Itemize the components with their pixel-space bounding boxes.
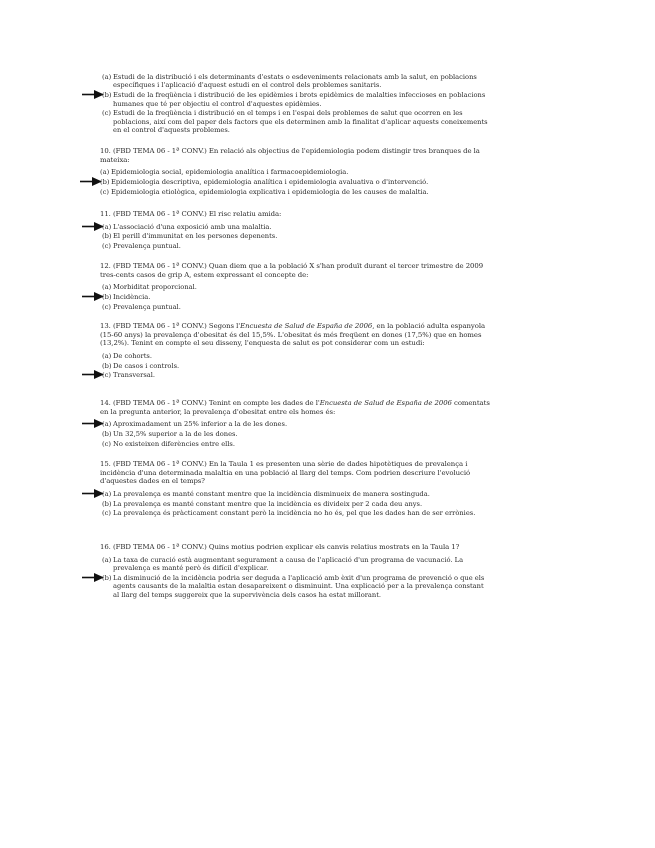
q11-option-a: (a) L'associació d'una exposició amb una malaltia. bbox=[113, 223, 488, 231]
q14-option-a: (a) Aproximadament un 25% inferior a la de les dones. bbox=[113, 420, 488, 428]
q14-option-c: (c) No existeixen diferències entre ells. bbox=[102, 439, 235, 448]
q16-text: 16. (FBD TEMA 06 - 1ª CONV.) Quins motius podrien explicar els canvis relatius mostrats en la Taula 1? bbox=[100, 543, 460, 551]
question-16 bbox=[100, 543, 490, 600]
answer-arrow-icon bbox=[82, 418, 104, 429]
q12-option-c: (c) Prevalença puntual. bbox=[102, 302, 181, 311]
q11-option-b: (b) El perill d'immunitat en les persones depenents. bbox=[102, 232, 278, 241]
q15-option-c: (c) La prevalença és pràcticament constant però la incidència no ho és, pel que les dades han de ser errònies. bbox=[102, 509, 476, 518]
question-15 bbox=[100, 460, 490, 519]
answer-arrow-icon bbox=[82, 369, 104, 380]
question-11 bbox=[100, 210, 490, 252]
question-9 bbox=[100, 73, 490, 136]
q9-option-b: (b) Estudi de la freqüència i distribució de les epidèmies i brots epidèmics de malalties infeccioses en poblacions humanes que té per objectiu el control d'aquestes epidèmies. bbox=[113, 91, 488, 108]
q16-option-b: (b) La disminució de la incidència podria ser deguda a l'aplicació amb èxit d'un programa de prevenció o que els agents causants de la malaltia estan desapareixent o disminuint. Una explicació per a la prevalença constant al llarg del temps suggereix que la supervivència dels casos ha estat millorant. bbox=[113, 574, 488, 599]
question-10 bbox=[100, 147, 490, 198]
question-12 bbox=[100, 262, 490, 313]
question-13 bbox=[100, 322, 490, 381]
q9-option-c: (c) Estudi de la freqüència i distribució en el temps i en l'espai dels problemes de salut que ocorren en les poblacions, així com del paper dels factors que els determinen amb la finalitat d'aplicar aquests coneixements en el control d'aquests problemes. bbox=[102, 109, 488, 135]
answer-arrow-icon bbox=[82, 572, 104, 583]
answer-arrow-icon bbox=[82, 291, 104, 302]
q10-option-b: (b) Epidemiologia descriptiva, epidemiologia analítica i epidemiologia avaluativa o d'intervenció. bbox=[111, 178, 491, 186]
q14-text: 14. (FBD TEMA 06 - 1ª CONV.) Tenint en compte les dades de l'Encuesta de Salud de España de 2006 comentats en la pregunta anterior, la prevalença d'obesitat entre els homes és: bbox=[100, 399, 490, 416]
q12-option-b: (b) Incidència. bbox=[113, 293, 488, 301]
q10-option-a: (a) Epidemiologia social, epidemiologia analítica i farmacoepidemiologia. bbox=[100, 168, 349, 177]
q12-text: 12. (FBD TEMA 06 - 1ª CONV.) Quan diem que a la població X s'han produït durant el tercer trimestre de 2009 tres-cents casos de grip A, estem expressant el concepte de: bbox=[100, 262, 484, 279]
question-14 bbox=[100, 399, 490, 450]
q15-option-b: (b) La prevalença es manté constant mentre que la incidència es divideix per 2 cada deu anys. bbox=[102, 499, 423, 508]
q11-option-c: (c) Prevalença puntual. bbox=[102, 242, 181, 251]
q16-option-a: (a) La taxa de curació està augmentant segurament a causa de l'aplicació d'un programa de vacunació. La prevalença es manté però és difícil d'explicar. bbox=[102, 555, 464, 572]
q11-text: 11. (FBD TEMA 06 - 1ª CONV.) El risc relatiu amida: bbox=[100, 210, 282, 218]
q13-text: 13. (FBD TEMA 06 - 1ª CONV.) Segons l'Encuesta de Salud de España de 2006, en la població adulta espanyola (15-60 anys) la prevalença d'obesitat és del 15,5%. L'obesitat és més freqüent en dones (17,5%) que en homes (13,2%). Tenint en compte el seu disseny, l'enquesta de salut es pot considerar com un estudi: bbox=[100, 322, 486, 348]
q12-option-a: (a) Morbiditat proporcional. bbox=[102, 283, 197, 292]
q13-option-c: (c) Transversal. bbox=[113, 371, 488, 379]
q13-option-b: (b) De casos i controls. bbox=[102, 361, 180, 370]
q15-option-a: (a) La prevalença es manté constant mentre que la incidència disminueix de manera sostinguda. bbox=[113, 490, 488, 498]
answer-arrow-icon bbox=[82, 488, 104, 499]
answer-arrow-icon bbox=[82, 221, 104, 232]
answer-arrow-icon bbox=[80, 176, 102, 187]
q14-option-b: (b) Un 32,5% superior a la de les dones. bbox=[102, 429, 238, 438]
q15-text: 15. (FBD TEMA 06 - 1ª CONV.) En la Taula 1 es presenten una sèrie de dades hipotètiques de prevalença i incidència d'una determinada malaltia en una població al llarg del temps. Com podrien descriure l'evolució d'aquestes dades en el temps? bbox=[100, 460, 471, 486]
answer-arrow-icon bbox=[82, 89, 104, 100]
q9-option-a: (a) Estudi de la distribució i els determinants d'estats o esdeveniments relacionats amb la salut, en poblacions específiques i l'aplicació d'aquest estudi en el control dels problemes sanitaris. bbox=[102, 73, 477, 90]
q13-option-a: (a) De cohorts. bbox=[102, 351, 152, 360]
q10-text: 10. (FBD TEMA 06 - 1ª CONV.) En relació als objectius de l'epidemiologia podem distingir tres branques de la mateixa: bbox=[100, 147, 480, 164]
q10-option-c: (c) Epidemiologia etiològica, epidemiologia explicativa i epidemiologia de les causes de malaltia. bbox=[100, 187, 429, 196]
